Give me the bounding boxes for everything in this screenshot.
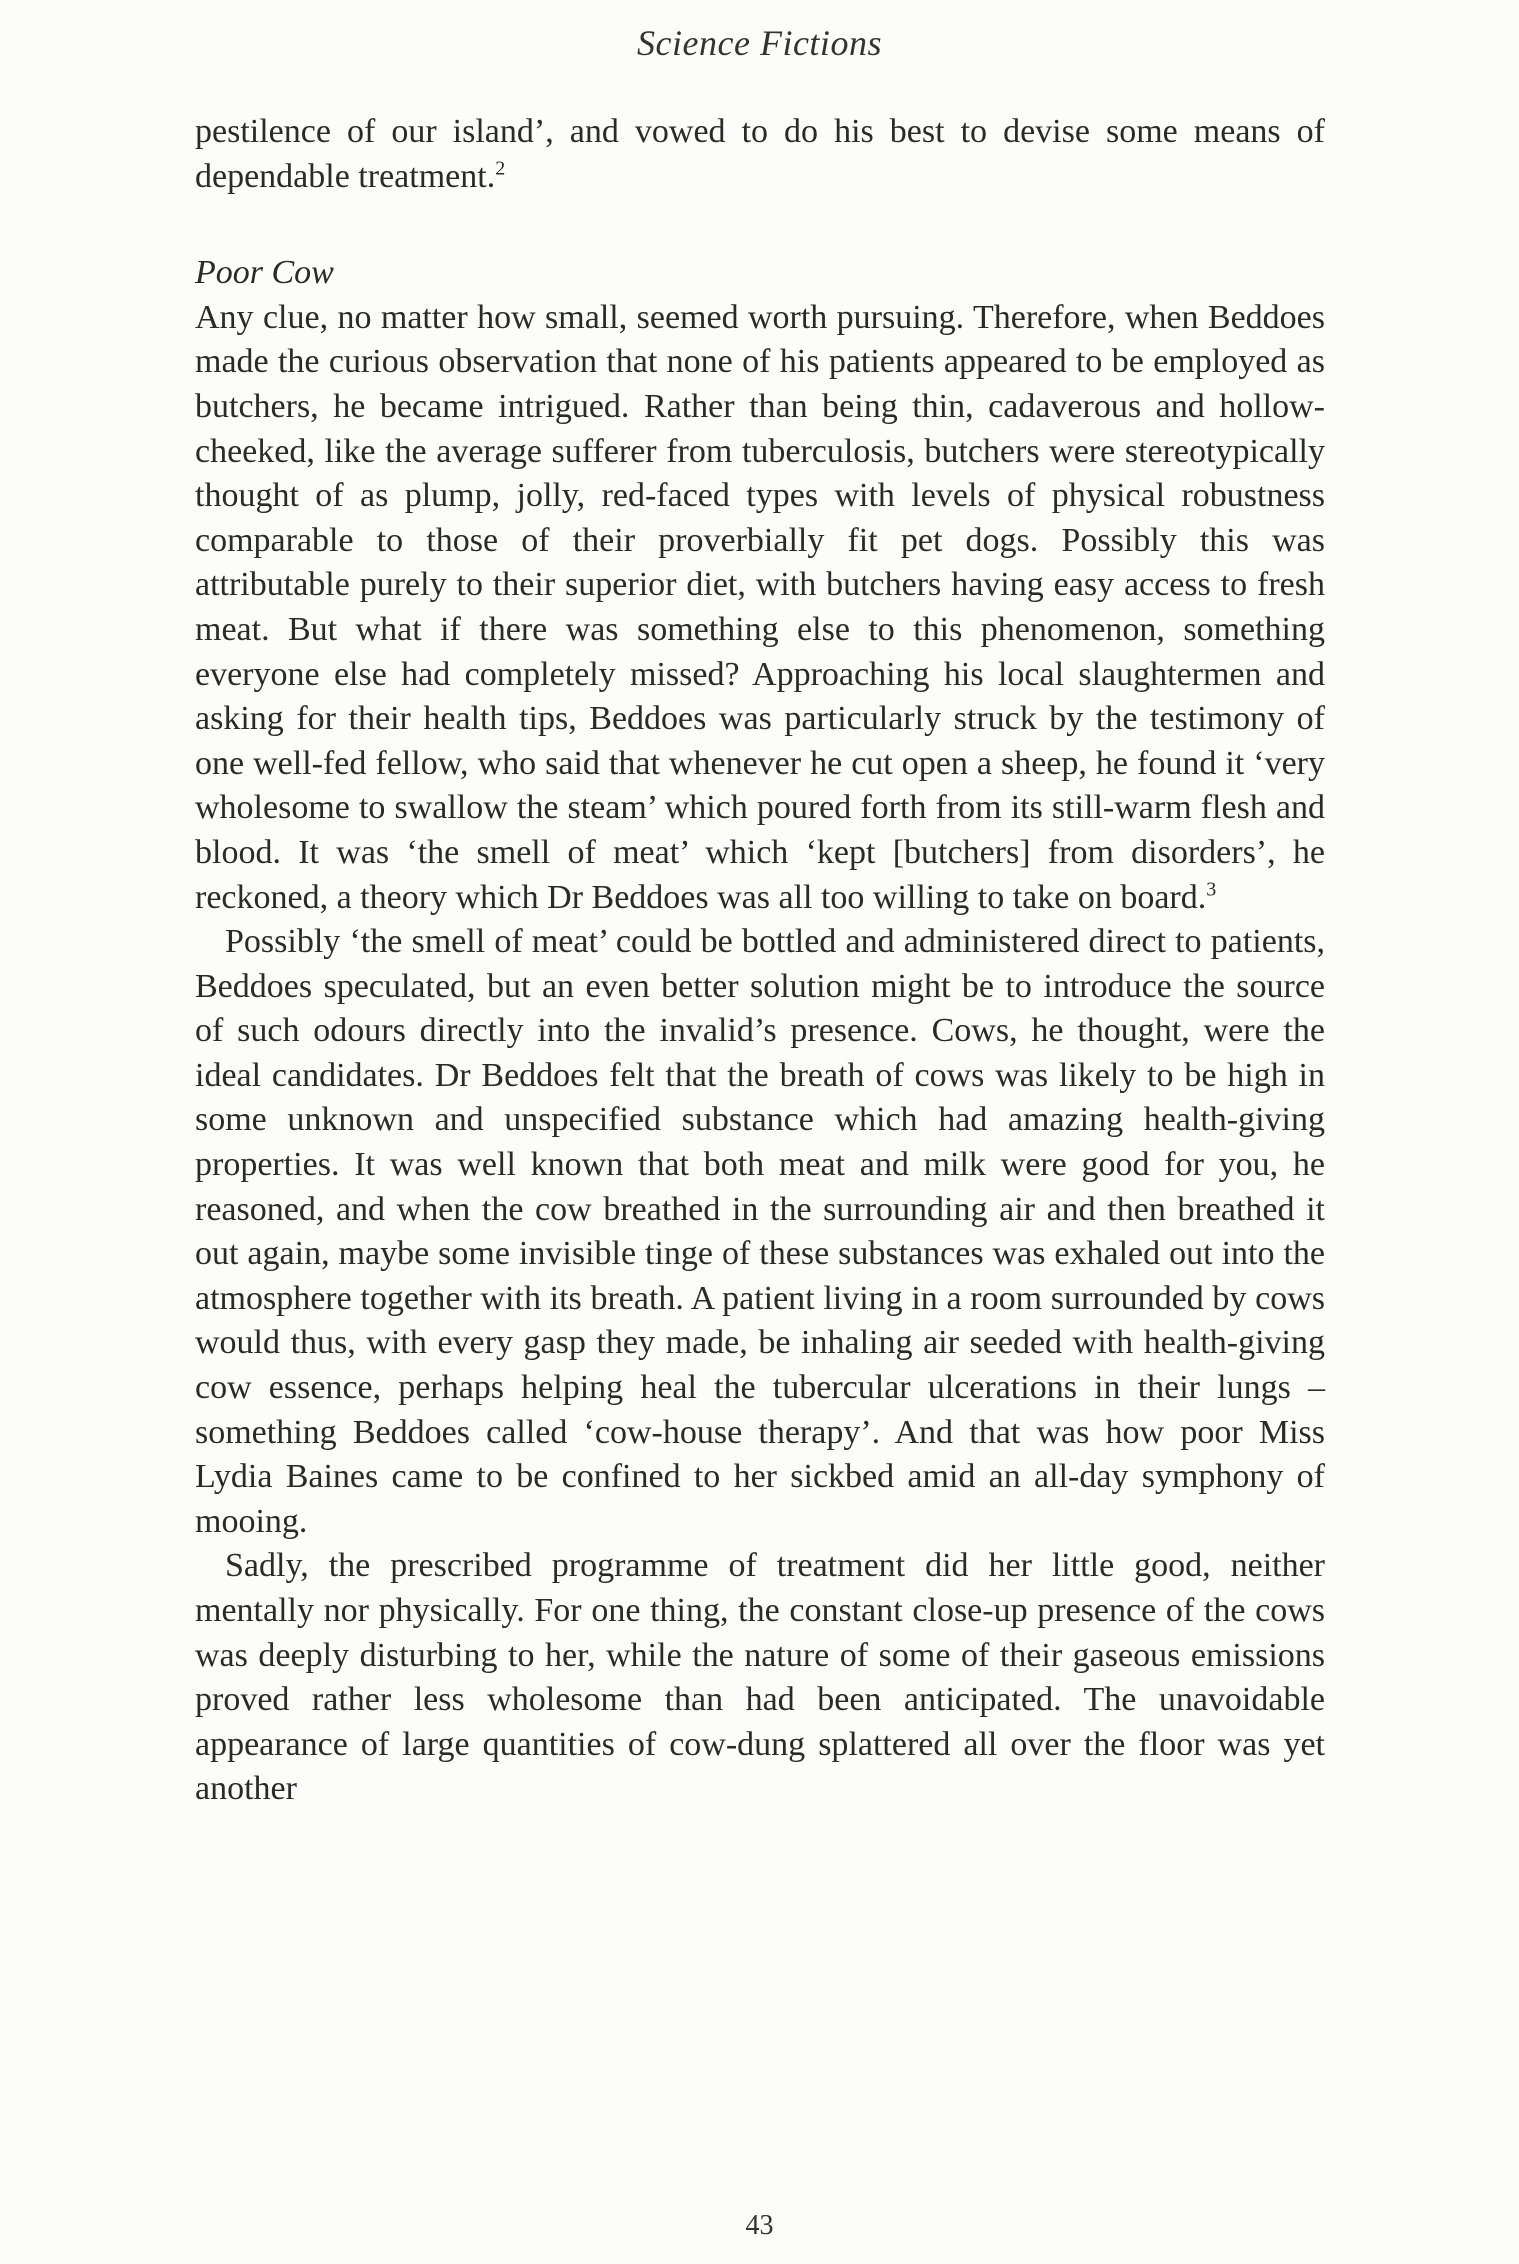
paragraph-text: pestilence of our island’, and vowed to do his best to devise some means of dependable treatment. [195, 113, 1325, 195]
paragraph-3 [195, 1544, 1325, 1812]
footnote-marker: 2 [495, 157, 506, 180]
paragraph-text: Sadly, the prescribed programme of treatment did her little good, neither mentally nor physically. For one thing, the constant close-up presence of the cows was deeply disturbing to her, while the nature of some of their gaseous emissions proved rather less wholesome than had been anticipated. The unavoidable appearance of large quantities of cow-dung splattered all over the floor was yet another [195, 1547, 1325, 1808]
paragraph-continued [195, 110, 1325, 199]
paragraph-text: Possibly ‘the smell of meat’ could be bottled and administered direct to patients, Beddoes speculated, but an even better solution might be to introduce the source of such odours directly into the invalid’s presence. Cows, he thought, were the ideal candidates. Dr Beddoes felt that the breath of cows was likely to be high in some unknown and unspecified substance which had amazing health-giving properties. It was well known that both meat and milk were good for you, he reasoned, and when the cow breathed in the surrounding air and then breathed it out again, maybe some invisible tinge of these substances was exhaled out into the atmosphere together with its breath. A patient living in a room surrounded by cows would thus, with every gasp they made, be inhaling air seeded with health-giving cow essence, perhaps helping heal the tubercular ulcerations in their lungs – something Beddoes called ‘cow-house therapy’. And that was how poor Miss Lydia Baines came to be confined to her sickbed amid an all-day symphony of mooing. [195, 923, 1325, 1540]
page-number: 43 [745, 2210, 774, 2241]
body-text [195, 110, 1325, 1812]
footnote-marker: 3 [1206, 878, 1217, 901]
paragraph-2 [195, 920, 1325, 1544]
paragraph-1 [195, 296, 1325, 920]
section-heading: Poor Cow [195, 254, 334, 292]
running-head: Science Fictions [637, 23, 882, 63]
paragraph-text: Any clue, no matter how small, seemed worth pursuing. Therefore, when Beddoes made the curious observation that none of his patients appeared to be employed as butchers, he became intrigued. Rather than being thin, cadaverous and hollow-cheeked, like the average sufferer from tuberculosis, butchers were stereotypically thought of as plump, jolly, red-faced types with levels of physical robustness comparable to those of their proverbially fit pet dogs. Possibly this was attributable purely to their superior diet, with butchers having easy access to fresh meat. But what if there was something else to this phenomenon, something everyone else had completely missed? Approaching his local slaughtermen and asking for their health tips, Beddoes was particularly struck by the testimony of one well-fed fellow, who said that whenever he cut open a sheep, he found it ‘very wholesome to swallow the steam’ which poured forth from its still-warm flesh and blood. It was ‘the smell of meat’ which ‘kept [butchers] from disorders’, he reckoned, a theory which Dr Beddoes was all too willing to take on board. [195, 298, 1325, 916]
